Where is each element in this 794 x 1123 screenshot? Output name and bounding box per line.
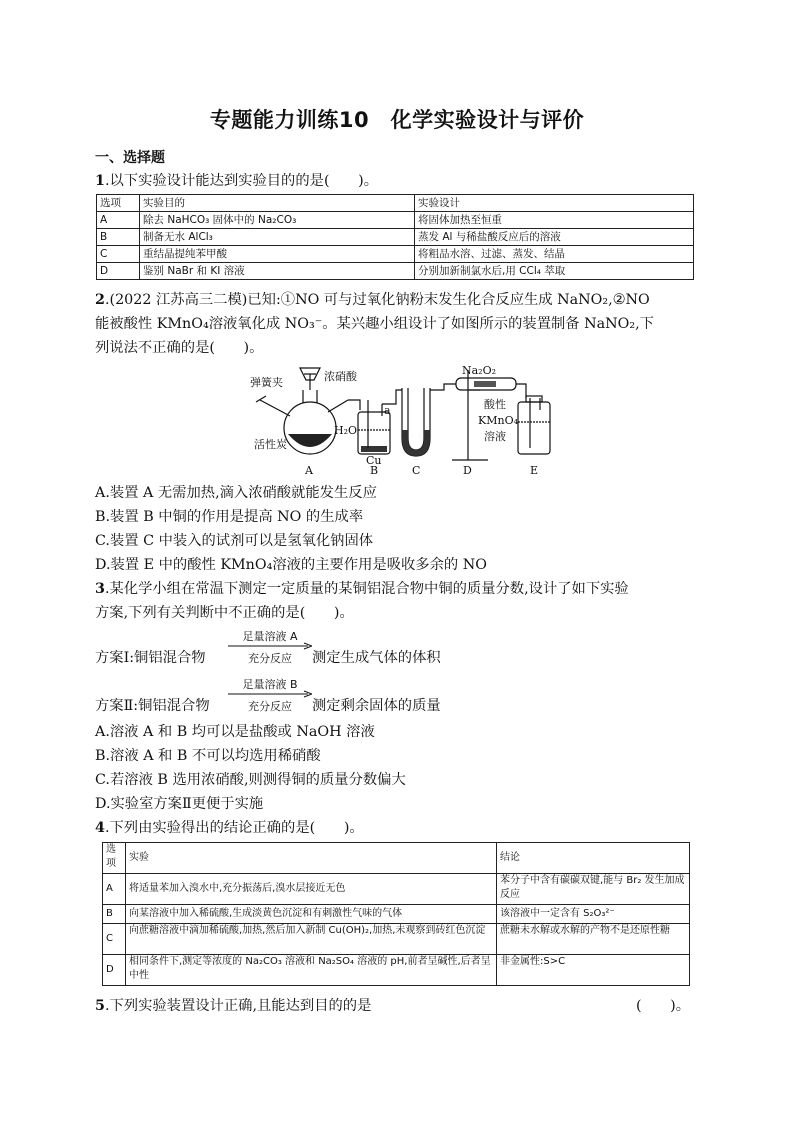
table-header-cell: 选项	[97, 195, 140, 212]
apparatus-b	[358, 390, 402, 454]
question-3-option-a: A.溶液 A 和 B 均可以是盐酸或 NaOH 溶液	[95, 724, 375, 740]
table-cell: 向蔗糖溶液中滴加稀硫酸,加热,然后加入新制 Cu(OH)₂,加热,未观察到砖红色沉淀	[126, 924, 497, 955]
scheme-1-prefix: 方案Ⅰ:铜铝混合物	[95, 650, 206, 666]
table-cell: 重结晶提纯苯甲酸	[140, 246, 415, 263]
question-text: .某化学小组在常温下测定一定质量的某铜铝混合物中铜的质量分数,设计了如下实验	[104, 581, 629, 597]
table-cell: 向某溶液中加入稀硫酸,生成淡黄色沉淀和有刺激性气味的气体	[126, 905, 497, 924]
question-3-option-d: D.实验室方案Ⅱ更便于实施	[95, 796, 264, 812]
table-cell: 除去 NaHCO₃ 固体中的 Na₂CO₃	[140, 212, 415, 229]
label-a: a	[384, 404, 391, 417]
label-kmno4: KMnO₄	[478, 414, 518, 427]
page-title: 专题能力训练10 化学实验设计与评价	[209, 108, 585, 132]
scheme-1-arrow	[228, 628, 312, 668]
label-A: A	[305, 464, 313, 477]
table-header-cell: 结论	[497, 843, 690, 874]
table-row	[103, 924, 690, 955]
label-water: H₂O	[334, 424, 358, 437]
question-2-option-c: C.装置 C 中装入的试剂可以是氢氧化钠固体	[95, 533, 374, 549]
table-cell: C	[97, 246, 140, 263]
label-spring-clip: 弹簧夹	[250, 376, 283, 389]
table-cell: C	[103, 924, 126, 955]
table-header-row	[97, 195, 694, 212]
table-row	[103, 874, 690, 905]
question-1-table	[96, 194, 694, 280]
question-number: 2	[95, 292, 105, 308]
label-solution: 溶液	[484, 430, 506, 443]
scheme-2-arrow	[228, 676, 312, 716]
apparatus-diagram	[248, 360, 558, 478]
table-cell: 蔗糖未水解或水解的产物不是还原性糖	[497, 924, 690, 955]
arrow-icon	[228, 690, 312, 698]
section-heading: 一、选择题	[95, 150, 165, 166]
table-row	[103, 905, 690, 924]
label-activated-charcoal: 活性炭	[254, 438, 287, 451]
apparatus-e	[518, 396, 550, 454]
table-cell: B	[97, 229, 140, 246]
question-2-option-b: B.装置 B 中铜的作用是提高 NO 的生成率	[95, 509, 364, 525]
scheme-1-suffix: 测定生成气体的体积	[312, 650, 441, 666]
table-header-cell: 实验	[126, 843, 497, 874]
table-row	[97, 229, 694, 246]
table-header-cell: 实验目的	[140, 195, 415, 212]
table-cell: 将固体加热至恒重	[415, 212, 694, 229]
table-row	[97, 212, 694, 229]
table-cell: 该溶液中一定含有 S₂O₃²⁻	[497, 905, 690, 924]
scheme-2-suffix: 测定剩余固体的质量	[312, 698, 441, 714]
question-1-stem	[95, 170, 378, 192]
table-cell: 制备无水 AlCl₃	[140, 229, 415, 246]
table-cell: A	[103, 874, 126, 905]
label-concentrated-nitric-acid: 浓硝酸	[324, 370, 357, 383]
question-text: .下列由实验得出的结论正确的是( )。	[104, 820, 364, 836]
table-row	[97, 246, 694, 263]
label-acidic: 酸性	[484, 398, 506, 411]
scheme-2-prefix: 方案Ⅱ:铜铝混合物	[95, 698, 210, 714]
table-header-cell: 选项	[103, 843, 126, 874]
scheme-1-reagent: 足量溶液 A	[242, 630, 298, 643]
table-cell: 将粗品水溶、过滤、蒸发、结晶	[415, 246, 694, 263]
label-C: C	[412, 464, 421, 477]
table-row	[97, 263, 694, 280]
table-row	[103, 955, 690, 986]
question-2-line-2: 能被酸性 KMnO₄溶液氧化成 NO₃⁻。某兴趣小组设计了如图所示的装置制备 NaNO₂,下	[95, 316, 654, 332]
question-number: 4	[95, 820, 105, 836]
question-2-line-3: 列说法不正确的是( )。	[95, 340, 264, 356]
question-number: 5	[95, 998, 105, 1014]
table-header-cell: 实验设计	[415, 195, 694, 212]
table-cell: B	[103, 905, 126, 924]
question-3-option-c: C.若溶液 B 选用浓硝酸,则测得铜的质量分数偏大	[95, 772, 406, 788]
scheme-2-reagent: 足量溶液 B	[242, 678, 298, 691]
table-cell: 蒸发 Al 与稀盐酸反应后的溶液	[415, 229, 694, 246]
question-number: 3	[95, 581, 105, 597]
question-4-table	[102, 842, 690, 986]
apparatus-c	[402, 384, 456, 456]
question-text: .(2022 江苏高三二模)已知:①NO 可与过氧化钠粉末发生化合反应生成 NaNO₂,②NO	[104, 292, 650, 308]
question-3-line-1	[95, 578, 629, 600]
question-5-answer-paren: ( )。	[636, 998, 691, 1014]
question-2-option-d: D.装置 E 中的酸性 KMnO₄溶液的主要作用是吸收多余的 NO	[95, 557, 487, 573]
table-cell: 将适量苯加入溴水中,充分振荡后,溴水层接近无色	[126, 874, 497, 905]
table-cell: A	[97, 212, 140, 229]
table-cell: 相同条件下,测定等浓度的 Na₂CO₃ 溶液和 Na₂SO₄ 溶液的 pH,前者呈碱性,后者呈中性	[126, 955, 497, 986]
table-cell: D	[103, 955, 126, 986]
table-cell: 苯分子中含有碳碳双键,能与 Br₂ 发生加成反应	[497, 874, 690, 905]
label-B: B	[370, 464, 379, 477]
table-cell: 鉴别 NaBr 和 KI 溶液	[140, 263, 415, 280]
table-cell: D	[97, 263, 140, 280]
label-E: E	[530, 464, 539, 477]
question-text: .下列实验装置设计正确,且能达到目的的是	[104, 998, 372, 1014]
question-text: .以下实验设计能达到实验目的的是( )。	[104, 173, 378, 189]
label-D: D	[463, 464, 472, 477]
question-number: 1	[95, 173, 105, 189]
question-3-line-2: 方案,下列有关判断中不正确的是( )。	[95, 605, 354, 621]
table-header-row	[103, 843, 690, 874]
question-3-option-b: B.溶液 A 和 B 不可以均选用稀硝酸	[95, 748, 321, 764]
scheme-2-condition: 充分反应	[248, 700, 292, 713]
question-4-stem	[95, 817, 364, 839]
question-5-stem	[95, 995, 371, 1017]
label-copper: Cu	[366, 454, 382, 467]
table-cell: 非金属性:S>C	[497, 955, 690, 986]
label-na2o2: Na₂O₂	[462, 364, 497, 377]
question-2-option-a: A.装置 A 无需加热,滴入浓硝酸就能发生反应	[95, 485, 377, 501]
table-cell: 分别加新制氯水后,用 CCl₄ 萃取	[415, 263, 694, 280]
scheme-1-condition: 充分反应	[248, 652, 292, 665]
question-2-line-1	[95, 289, 650, 311]
arrow-icon	[228, 642, 312, 650]
